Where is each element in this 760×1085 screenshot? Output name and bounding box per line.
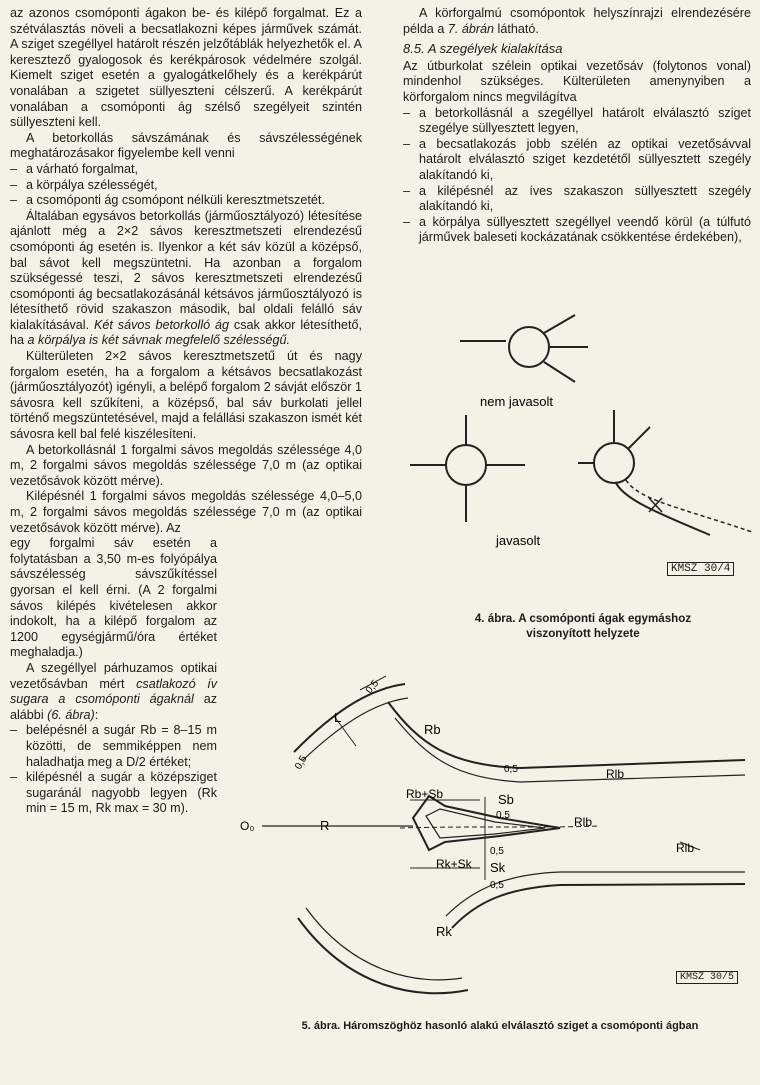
label-sk: Sk	[490, 860, 506, 875]
right-paragraph-1: A körforgalmú csomópontok helyszínrajzi elrendezésére példa a 7. ábrán látható.	[403, 6, 751, 36]
label-nem-javasolt: nem javasolt	[480, 394, 553, 409]
list-item: – a kilépésnél az íves szakaszon süllyesztett szegély alakítandó ki,	[403, 183, 751, 214]
label-javasolt: javasolt	[496, 533, 541, 548]
label-rk-plus-sk: Rk+Sk	[436, 857, 472, 871]
list-item: – a betorkollásnál a szegéllyel határolt elválasztó sziget szegélye süllyesztett legyen,	[403, 105, 751, 136]
list-item: – a várható forgalmat,	[10, 161, 139, 176]
label-dim: 0,5	[490, 846, 504, 857]
label-o0: O₀	[240, 819, 255, 833]
list-item: – a csomóponti ág csomópont nélküli keresztmetszetét.	[10, 193, 325, 208]
right-paragraph-2: Az útburkolat szélein optikai vezetősáv (folytonos vonal) mindenhol szükséges. Külterületen amenynyiben a körforgalom nincs megvilágítva	[403, 58, 751, 104]
label-rk: Rk	[436, 924, 452, 939]
label-sb: Sb	[498, 792, 514, 807]
left-paragraph-7: egy forgalmi sáv esetén a folytatásban a 3,50 m-es folyópálya sávszélesség sávszűkítéssel gyorsan el kell érni. (A 2 forgalmi sávos kilépés kivételesen akkor indokolt, ha a kilépő forgalom az 1200 egységjármű/óra értéket meghaladja.)	[10, 536, 217, 660]
left-paragraph-6: Kilépésnél 1 forgalmi sávos megoldás szélessége 4,0–5,0 m, 2 forgalmi sávos megoldás szélessége 7,0 m (az optikai vezetősávok között mérve). Az	[10, 489, 362, 535]
figure-5-caption: 5. ábra. Háromszöghöz hasonló alakú elválasztó sziget a csomóponti ágban	[301, 1020, 699, 1032]
label-rlb-inner: Rlb	[574, 815, 593, 829]
splitter-island	[413, 796, 560, 850]
label-dim: 0,5	[496, 810, 510, 821]
left-paragraph-8: A szegéllyel párhuzamos optikai vezetősávban mért csatlakozó ív sugara a csomóponti ágaknál az alábbi (6. ábra):	[10, 660, 218, 722]
left-paragraph-4: Külterületen 2×2 sávos keresztmetszetű út és nagy forgalom esetén, ha a forgalom a kétsávos becsatlakozást (járműosztályozót) igényli, a belépő forgalom 2 sávját először 1 sávosra kell szűkíteni, a középső, bal sáv burkolati jellel történő megszüntetésével, majd a felállási szakaszon ismét két sávosra kell bal felé kiszélesíteni.	[10, 349, 362, 442]
left-paragraph-2: A betorkollás sávszámának és sávszélességének meghatározásakor figyelembe kell venni	[10, 130, 362, 161]
label-dim: 0,5	[490, 880, 504, 891]
label-rb-plus-sb: Rb+Sb	[406, 787, 444, 801]
label-rb: Rb	[424, 722, 441, 737]
label-l: L	[334, 710, 342, 725]
list-item: – kilépésnél a sugár a középsziget sugaránál nagyobb legyen (Rk min = 15 m, Rk max = 30 m).	[10, 770, 217, 816]
list-item: – a körpálya szélességét,	[10, 177, 158, 192]
figure-4-code: KMSZ 30/4	[667, 562, 734, 576]
label-dim: 0,5	[504, 764, 518, 775]
figure-4-caption: 4. ábra. A csomóponti ágak egymáshoz viszonyított helyzete	[474, 612, 692, 640]
list-item: – a körpálya süllyesztett szegéllyel veendő körül (a túlfutó járművek baleseti kockázatának csökkentése érdekében),	[403, 214, 751, 245]
list-item: – belépésnél a sugár Rb = 8–15 m közötti, de semmiképpen nem haladhatja meg a D/2 értéket;	[10, 723, 217, 769]
left-paragraph-3: Általában egysávos betorkollás (járműosztályozó) létesítése ajánlott még a 2×2 sávos keresztmetszeti elrendezésű csomóponti ág esetén is. Ilyenkor a két sáv közül a középső, bal sávot kell megszüntetni. Ha azonban a forgalom szükségessé teszi, 2 sávos keresztmetszeti elrendezésű csomóponti ág becsatlakozásánál kétsávos járműosztályozó is létesíthető rövid szakaszon második, bal oldali felálló sáv kialakításával. Két sávos betorkolló ág csak akkor létesíthető, ha a körpálya is két sávnak megfelelő szélességű.	[10, 208, 362, 348]
label-rlb-outer: Rlb	[676, 841, 695, 855]
label-rlb: Rlb	[606, 767, 625, 781]
left-paragraph-1: az azonos csomóponti ágakon be- és kilépő forgalmat. Ez a szétválasztás növeli a becsatlakozni képes járművek számát. A sziget szegéllyel határolt részén jelzőtáblák helyezhetők el. A keresztező gyalogosok és kerékpárosok védelmére szolgál. Kiemelt sziget esetén a gyalogátkelőhely és a kerékpárút vonalában a szigetet süllyeszteni célszerű. A kerékpárút vonalában a csomóponti ág szélső szegélyeit szintén süllyeszteni kell.	[10, 6, 362, 130]
list-item: – a becsatlakozás jobb szélén az optikai vezetősávval határolt elválasztó sziget kezdetétől süllyesztett szegély alakítandó ki,	[403, 136, 751, 182]
figure-5-code: KMSZ 30/5	[676, 971, 738, 984]
section-heading: 8.5. A szegélyek kialakítása	[403, 41, 563, 57]
label-r: R	[320, 818, 330, 833]
label-dim: 0,5	[363, 678, 382, 696]
left-paragraph-5: A betorkollásnál 1 forgalmi sávos megoldás szélessége 4,0 m, 2 forgalmi sávos megoldás szélessége 7,0 m (az optikai vezetősávok között mérve).	[10, 442, 362, 488]
label-dim: 0,5	[293, 753, 310, 772]
